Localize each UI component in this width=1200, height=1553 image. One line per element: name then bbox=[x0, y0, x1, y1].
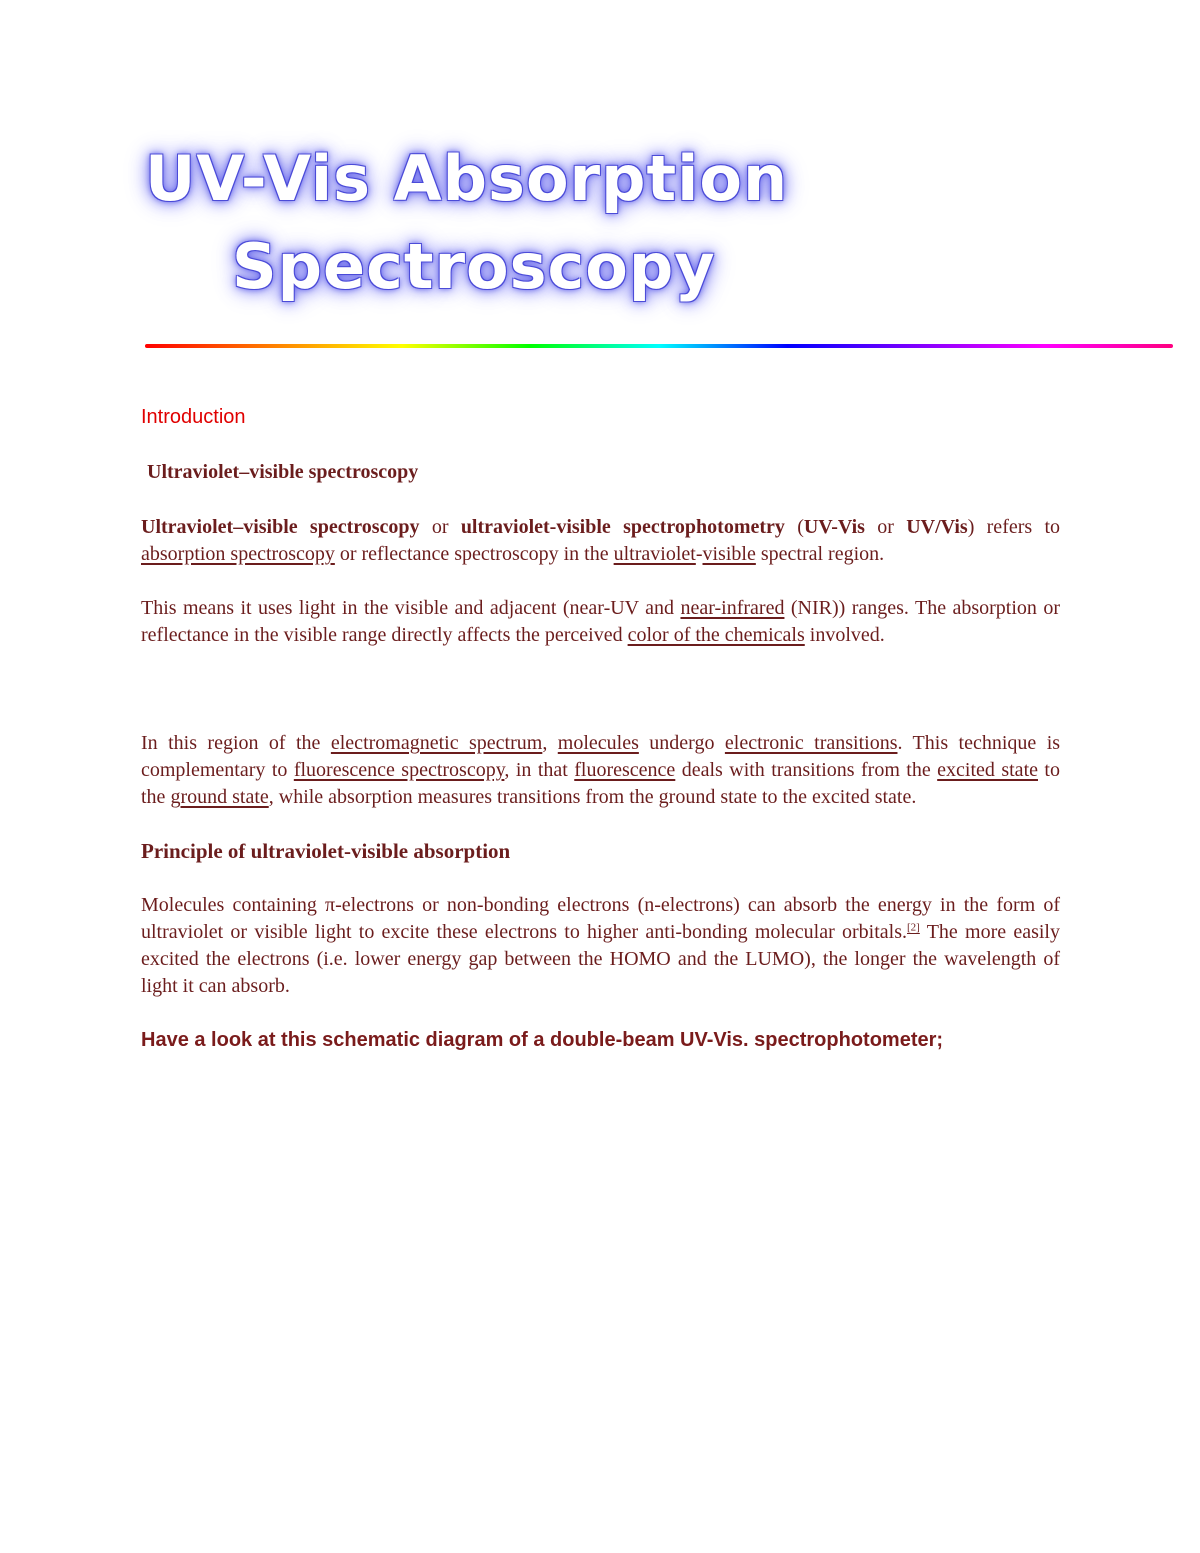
link-fluorescence[interactable]: fluorescence bbox=[574, 759, 676, 781]
text-run: , while absorption measures transitions from the ground state to the excited state. bbox=[268, 786, 917, 808]
paragraph-transitions bbox=[141, 730, 1060, 811]
link-absorption-spectroscopy[interactable]: absorption spectroscopy bbox=[141, 543, 335, 565]
text-run: deals with transitions from the bbox=[675, 759, 938, 781]
text-run: - bbox=[695, 543, 703, 565]
bold-term: UV-Vis bbox=[803, 516, 865, 538]
introduction-heading: Introduction bbox=[141, 406, 246, 428]
text-run: or bbox=[864, 516, 907, 538]
document-body bbox=[141, 402, 1060, 1054]
text-run: undergo bbox=[638, 732, 725, 754]
link-molecules[interactable]: molecules bbox=[557, 732, 639, 754]
link-ground-state[interactable]: ground state bbox=[170, 786, 269, 808]
text-run: In this region of the bbox=[141, 732, 331, 754]
citation-ref[interactable]: [2] bbox=[907, 921, 920, 934]
paragraph-principle bbox=[141, 892, 1060, 1000]
text-run: (NIR)) ranges. The absorption or reflectance in the visible range directly affects the perceived bbox=[141, 597, 1061, 646]
text-run: ( bbox=[784, 516, 804, 538]
rainbow-divider bbox=[145, 344, 1173, 348]
text-run: . This technique is complementary to bbox=[141, 732, 1061, 781]
text-run: This means it uses light in the visible and adjacent (near-UV and bbox=[141, 597, 681, 619]
text-run: spectral region. bbox=[755, 543, 885, 565]
link-excited-state[interactable]: excited state bbox=[937, 759, 1038, 781]
document-title bbox=[145, 135, 865, 311]
text-run: ) refers to bbox=[967, 516, 1061, 538]
citation-link[interactable] bbox=[907, 921, 920, 933]
paragraph-light-ranges bbox=[141, 595, 1060, 649]
link-ultraviolet[interactable]: ultraviolet bbox=[613, 543, 696, 565]
link-visible[interactable]: visible bbox=[702, 543, 756, 565]
text-run: or reflectance spectroscopy in the bbox=[334, 543, 614, 565]
text-run: to the bbox=[141, 759, 1060, 808]
link-fluorescence-spectroscopy[interactable]: fluorescence spectroscopy bbox=[293, 759, 505, 781]
text-run: , in that bbox=[504, 759, 575, 781]
link-near-infrared[interactable]: near-infrared bbox=[680, 597, 785, 619]
bold-term: Ultraviolet–visible spectroscopy bbox=[141, 516, 420, 538]
text-run: or bbox=[419, 516, 461, 538]
paragraph-definition bbox=[141, 514, 1060, 568]
principle-heading: Principle of ultraviolet-visible absorption bbox=[141, 839, 511, 863]
text-run: Molecules containing π-electrons or non-bonding electrons (n-electrons) can absorb the energy in the form of ultraviolet or visible light to excite these electrons to higher anti-bonding molecular orbitals. bbox=[141, 894, 1060, 943]
link-electromagnetic-spectrum[interactable]: electromagnetic spectrum bbox=[330, 732, 543, 754]
title-line-1: UV-Vis Absorption bbox=[145, 142, 789, 215]
text-run: , bbox=[542, 732, 558, 754]
bold-term: UV/Vis bbox=[906, 516, 968, 538]
link-electronic-transitions[interactable]: electronic transitions bbox=[724, 732, 898, 754]
title-line-2: Spectroscopy bbox=[232, 230, 716, 303]
bold-term: ultraviolet-visible spectrophotometry bbox=[460, 516, 785, 538]
link-color-of-chemicals[interactable]: color of the chemicals bbox=[627, 624, 805, 646]
subheading-uv-vis: Ultraviolet–visible spectroscopy bbox=[147, 461, 419, 483]
text-run: The more easily excited the electrons (i.e. lower energy gap between the HOMO and the LUMO), the longer the wavelength of light it can absorb. bbox=[141, 921, 1060, 997]
text-run: involved. bbox=[804, 624, 885, 646]
diagram-prompt-heading: Have a look at this schematic diagram of a double-beam UV-Vis. spectrophotometer; bbox=[141, 1029, 944, 1051]
